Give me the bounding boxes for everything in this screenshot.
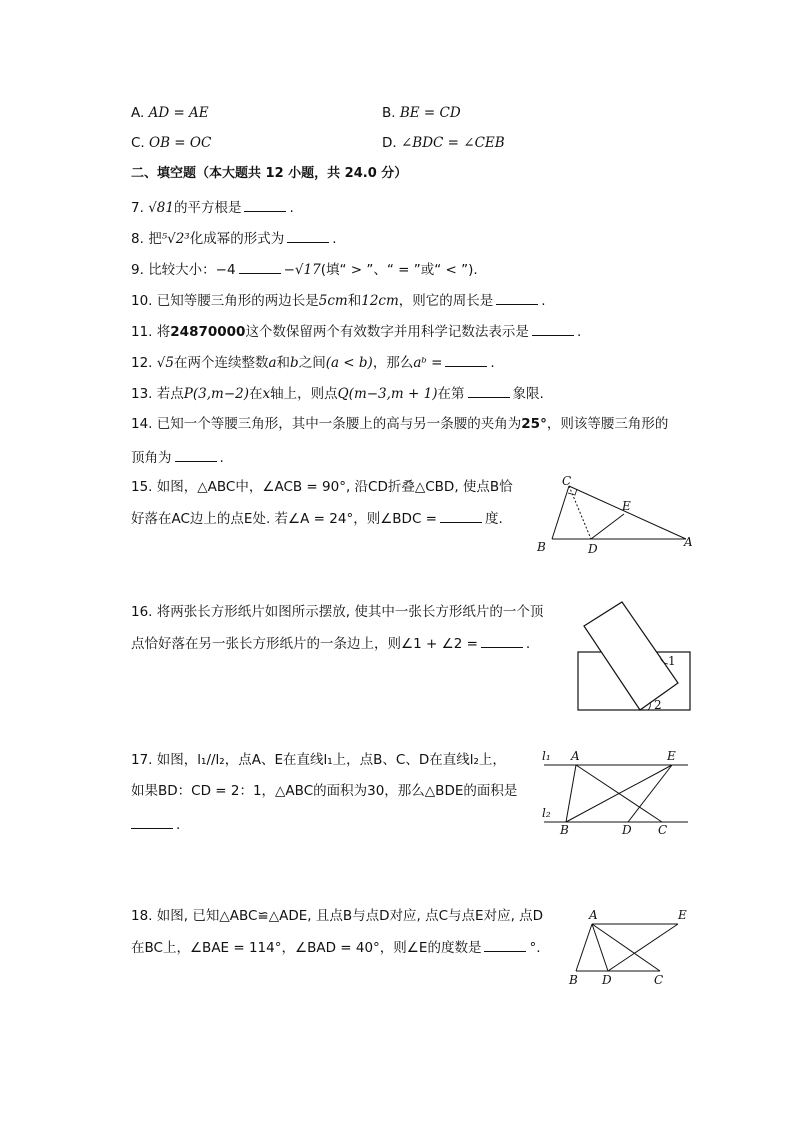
- question-text: 如图，△ABC中，∠ACB = 90°, 沿CD折叠△CBD, 使点B恰: [156, 479, 513, 495]
- math-value: x: [262, 386, 271, 402]
- question-end: .: [541, 293, 546, 309]
- math-value: 12cm: [361, 293, 399, 309]
- option-text: BE = CD: [399, 105, 461, 121]
- radical: √5: [156, 355, 174, 371]
- question-text: 若点: [156, 386, 184, 402]
- label-a: A: [571, 749, 580, 763]
- segment-cb: [552, 486, 569, 539]
- question-number: 15.: [131, 479, 153, 495]
- question-end: 度.: [484, 511, 503, 527]
- question-end: .: [525, 636, 531, 652]
- section-title: 二、填空题（本大题共 12 小题，共 24.0 分）: [131, 166, 408, 181]
- question-number: 18.: [131, 908, 153, 924]
- question-11: [131, 321, 581, 342]
- question-text: 顶角为: [131, 450, 172, 466]
- question-end: °.: [529, 940, 541, 956]
- question-text: 这个数保留两个有效数字并用科学记数法表示是: [245, 324, 529, 340]
- question-text: 将两张长方形纸片如图所示摆放, 使其中一张长方形纸片的一个顶: [156, 604, 544, 620]
- figure-17: [538, 746, 696, 840]
- label-b: B: [560, 823, 569, 837]
- answer-blank: [468, 383, 510, 398]
- label-2: 2: [654, 698, 662, 712]
- question-16: [131, 602, 543, 622]
- label-d: D: [622, 823, 632, 837]
- question-15-cont: [131, 508, 503, 529]
- option-letter: C.: [131, 135, 145, 151]
- question-text: 在两个连续整数: [173, 355, 269, 371]
- question-end: .: [219, 450, 224, 466]
- option-letter: A.: [131, 105, 145, 121]
- math-value: P(3,m−2): [183, 386, 249, 402]
- question-number: 14.: [131, 416, 153, 432]
- segment-de: [608, 924, 678, 971]
- option-text: OB = OC: [149, 135, 212, 151]
- segment-be: [566, 765, 672, 822]
- label-b: B: [537, 540, 546, 554]
- question-10: [131, 290, 546, 311]
- question-text: 的平方根是: [173, 200, 242, 216]
- tilted-rectangle: [584, 602, 678, 710]
- question-text: 如图，l₁//l₂，点A、E在直线l₁上，点B、C、D在直线l₂上，: [156, 752, 506, 768]
- label-c: C: [562, 474, 572, 488]
- question-end: 象限.: [512, 386, 544, 402]
- question-end: .: [332, 231, 337, 247]
- question-number: 13.: [131, 386, 153, 402]
- option-a: [131, 103, 209, 123]
- answer-blank: [239, 259, 281, 274]
- math-value: b: [290, 355, 299, 371]
- question-14-cont: [131, 447, 224, 468]
- label-1: 1: [668, 654, 676, 668]
- label-e: E: [667, 749, 676, 763]
- answer-blank: [131, 814, 173, 829]
- question-text: 点恰好落在另一张长方形纸片的一条边上，则∠1 + ∠2 =: [131, 636, 478, 652]
- option-letter: B.: [382, 105, 396, 121]
- radical: −√17: [283, 262, 321, 278]
- question-text: 在BC上，∠BAE = 114°，∠BAD = 40°，则∠E的度数是: [131, 940, 482, 956]
- question-9: [131, 259, 478, 280]
- question-13: [131, 383, 544, 404]
- question-17: [131, 750, 506, 770]
- label-a: A: [684, 535, 693, 549]
- figure-15: [534, 474, 700, 558]
- question-16-cont: [131, 633, 530, 654]
- question-text: (填“ > ”、“ = ”或“ < ”).: [320, 262, 478, 278]
- question-text: 把: [148, 231, 162, 247]
- option-text: AD = AE: [148, 105, 209, 121]
- option-d: [382, 133, 505, 153]
- question-18-cont: [131, 937, 541, 958]
- answer-blank: [481, 633, 523, 648]
- label-e: E: [622, 499, 631, 513]
- label-l1: l₁: [542, 749, 551, 763]
- figure-18: [562, 904, 696, 988]
- label-c: C: [654, 973, 664, 987]
- question-number: 17.: [131, 752, 153, 768]
- option-c: [131, 133, 211, 153]
- question-text: 在: [248, 386, 263, 402]
- segment-ad: [592, 924, 608, 971]
- option-letter: D.: [382, 135, 397, 151]
- question-14: [131, 414, 668, 434]
- question-number: 12.: [131, 355, 153, 371]
- label-a: A: [589, 908, 598, 922]
- radical: √81: [148, 200, 174, 216]
- segment-de: [591, 514, 624, 539]
- label-e: E: [678, 908, 687, 922]
- question-end: .: [490, 355, 495, 371]
- segment-ac: [592, 924, 660, 971]
- label-l2: l₂: [542, 806, 551, 820]
- label-b: B: [569, 973, 578, 987]
- question-number: 11.: [131, 324, 153, 340]
- question-text: 和: [276, 355, 291, 371]
- question-17-cont: [131, 781, 517, 801]
- math-value: 25°: [521, 416, 547, 432]
- question-text: 如图, 已知△ABC≌△ADE, 且点B与点D对应, 点C与点E对应, 点D: [156, 908, 544, 924]
- label-d: D: [602, 973, 612, 987]
- question-text: ，则它的周长是: [398, 293, 494, 309]
- answer-blank: [175, 447, 217, 462]
- answer-blank: [445, 352, 487, 367]
- question-end: .: [576, 324, 582, 340]
- question-7: [131, 197, 294, 218]
- label-d: D: [588, 542, 598, 556]
- option-text: ∠BDC = ∠CEB: [400, 135, 505, 151]
- math-value: a: [268, 355, 277, 371]
- answer-blank: [496, 290, 538, 305]
- question-end: .: [176, 817, 181, 833]
- question-number: 8.: [131, 231, 144, 247]
- question-number: 9.: [131, 262, 144, 278]
- figure-16: [572, 598, 696, 716]
- question-text: 如果BD：CD = 2：1，△ABC的面积为30，那么△BDE的面积是: [131, 783, 518, 799]
- question-text: 已知一个等腰三角形，其中一条腰上的高与另一条腰的夹角为: [156, 416, 522, 432]
- answer-blank: [244, 197, 286, 212]
- question-end: .: [289, 200, 294, 216]
- question-number: 16.: [131, 604, 153, 620]
- math-value: aᵇ =: [413, 355, 443, 371]
- question-number: 10.: [131, 293, 153, 309]
- question-text: ，则该等腰三角形的: [546, 416, 669, 432]
- question-18: [131, 906, 543, 926]
- question-text: ，那么: [372, 355, 414, 371]
- question-15: [131, 477, 513, 497]
- right-angle-mark: [568, 489, 577, 495]
- answer-blank: [287, 228, 329, 243]
- option-b: [382, 103, 461, 123]
- answer-blank: [440, 508, 482, 523]
- question-text: 之间: [298, 355, 326, 371]
- math-value: (a < b): [325, 355, 373, 371]
- math-value: 24870000: [170, 324, 246, 340]
- radical: ⁵√2³: [161, 231, 190, 247]
- question-text: 将: [156, 324, 171, 340]
- question-text: 化成幂的形式为: [189, 231, 285, 247]
- segment-ab: [576, 924, 592, 971]
- question-text: 已知等腰三角形的两边长是: [156, 293, 319, 309]
- question-text: 好落在AC边上的点E处. 若∠A = 24°，则∠BDC =: [131, 511, 437, 527]
- question-17-cont2: [131, 814, 180, 835]
- question-text: 在第: [437, 386, 465, 402]
- answer-blank: [484, 937, 526, 952]
- question-text: 比较大小：−4: [148, 262, 236, 278]
- math-value: 5cm: [318, 293, 348, 309]
- question-text: 轴上，则点: [270, 386, 338, 402]
- question-12: [131, 352, 495, 373]
- math-value: Q(m−3,m + 1): [337, 386, 438, 402]
- answer-blank: [532, 321, 574, 336]
- question-8: [131, 228, 337, 249]
- label-c: C: [658, 823, 668, 837]
- segment-ab: [566, 765, 576, 822]
- question-number: 7.: [131, 200, 144, 216]
- question-text: 和: [347, 293, 362, 309]
